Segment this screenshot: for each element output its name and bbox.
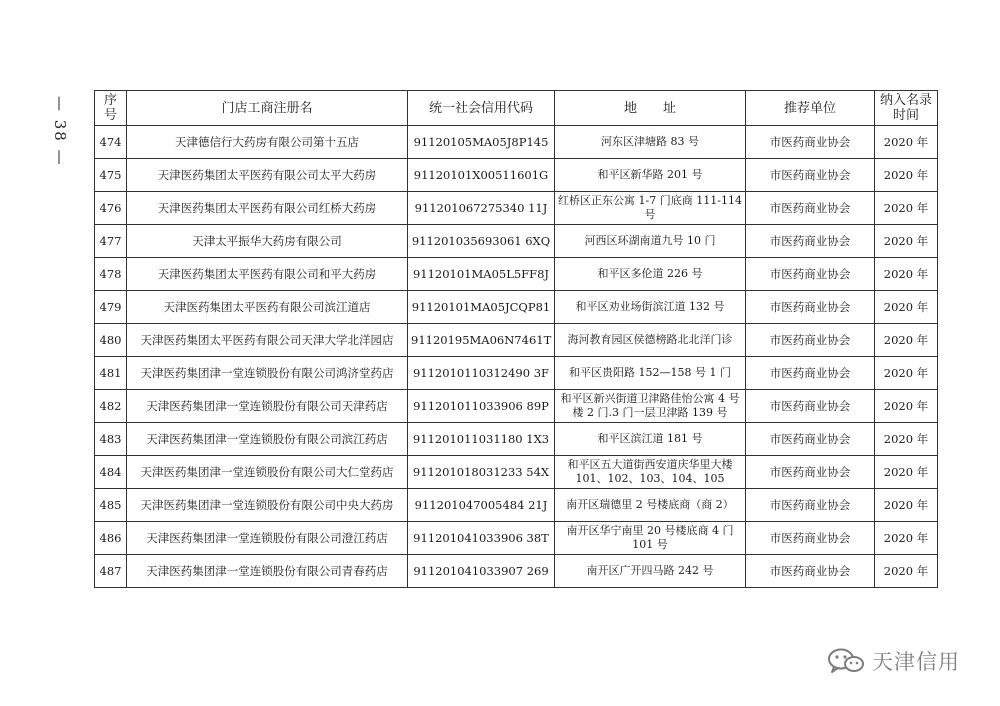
address-cell: 和平区滨江道 181 号 bbox=[555, 423, 746, 456]
serial-cell: 484 bbox=[95, 456, 127, 489]
serial-cell: 482 bbox=[95, 390, 127, 423]
store-name-cell: 天津医药集团津一堂连锁股份有限公司天津药店 bbox=[127, 390, 408, 423]
credit-code-cell: 911201047005484 21J bbox=[408, 489, 555, 522]
serial-cell: 477 bbox=[95, 225, 127, 258]
serial-cell: 478 bbox=[95, 258, 127, 291]
listing-year-cell: 2020 年 bbox=[875, 225, 938, 258]
address-cell: 和平区五大道街西安道庆华里大楼 101、102、103、104、105 bbox=[555, 456, 746, 489]
credit-code-cell: 91120101X00511601G bbox=[408, 159, 555, 192]
recommender-cell: 市医药商业协会 bbox=[746, 192, 875, 225]
header-row bbox=[95, 91, 938, 126]
serial-cell: 485 bbox=[95, 489, 127, 522]
header-recommender: 推荐单位 bbox=[746, 91, 875, 126]
table-row bbox=[95, 390, 938, 423]
address-cell: 海河教育园区侯德榜路北北洋门诊 bbox=[555, 324, 746, 357]
store-name-cell: 天津医药集团津一堂连锁股份有限公司滨江药店 bbox=[127, 423, 408, 456]
credit-code-cell: 911201011033906 89P bbox=[408, 390, 555, 423]
watermark-text: 天津信用 bbox=[872, 650, 960, 674]
credit-code-cell: 9112010110312490 3F bbox=[408, 357, 555, 390]
credit-code-cell: 91120195MA06N7461T bbox=[408, 324, 555, 357]
watermark bbox=[826, 646, 960, 676]
address-cell: 和平区贵阳路 152—158 号 1 门 bbox=[555, 357, 746, 390]
listing-year-cell: 2020 年 bbox=[875, 555, 938, 588]
listing-year-cell: 2020 年 bbox=[875, 456, 938, 489]
serial-cell: 486 bbox=[95, 522, 127, 555]
credit-code-cell: 91120105MA05J8P145 bbox=[408, 126, 555, 159]
table-row bbox=[95, 225, 938, 258]
serial-cell: 474 bbox=[95, 126, 127, 159]
recommender-cell: 市医药商业协会 bbox=[746, 159, 875, 192]
credit-code-cell: 911201018031233 54X bbox=[408, 456, 555, 489]
table-row bbox=[95, 192, 938, 225]
address-cell: 南开区瑞德里 2 号楼底商（商 2） bbox=[555, 489, 746, 522]
listing-year-cell: 2020 年 bbox=[875, 291, 938, 324]
credit-code-cell: 911201035693061 6XQ bbox=[408, 225, 555, 258]
store-name-cell: 天津医药集团津一堂连锁股份有限公司鸿济堂药店 bbox=[127, 357, 408, 390]
store-name-cell: 天津德信行大药房有限公司第十五店 bbox=[127, 126, 408, 159]
header-listing-year: 纳入名录时间 bbox=[875, 91, 938, 126]
address-cell: 河东区津塘路 83 号 bbox=[555, 126, 746, 159]
table-body bbox=[95, 126, 938, 588]
listing-year-cell: 2020 年 bbox=[875, 522, 938, 555]
listing-year-cell: 2020 年 bbox=[875, 390, 938, 423]
header-credit-code: 统一社会信用代码 bbox=[408, 91, 555, 126]
listing-year-cell: 2020 年 bbox=[875, 126, 938, 159]
store-name-cell: 天津医药集团津一堂连锁股份有限公司大仁堂药店 bbox=[127, 456, 408, 489]
address-cell: 和平区多伦道 226 号 bbox=[555, 258, 746, 291]
listing-year-cell: 2020 年 bbox=[875, 489, 938, 522]
table-row bbox=[95, 126, 938, 159]
page-number: — 38 — bbox=[51, 96, 69, 167]
credit-code-cell: 911201041033907 269 bbox=[408, 555, 555, 588]
address-cell: 南开区华宁南里 20 号楼底商 4 门 101 号 bbox=[555, 522, 746, 555]
listing-year-cell: 2020 年 bbox=[875, 192, 938, 225]
serial-cell: 476 bbox=[95, 192, 127, 225]
table-row bbox=[95, 357, 938, 390]
store-name-cell: 天津太平振华大药房有限公司 bbox=[127, 225, 408, 258]
listing-year-cell: 2020 年 bbox=[875, 258, 938, 291]
credit-code-cell: 91120101MA05L5FF8J bbox=[408, 258, 555, 291]
recommender-cell: 市医药商业协会 bbox=[746, 324, 875, 357]
table-row bbox=[95, 258, 938, 291]
recommender-cell: 市医药商业协会 bbox=[746, 258, 875, 291]
store-name-cell: 天津医药集团津一堂连锁股份有限公司澄江药店 bbox=[127, 522, 408, 555]
recommender-cell: 市医药商业协会 bbox=[746, 456, 875, 489]
recommender-cell: 市医药商业协会 bbox=[746, 522, 875, 555]
header-address: 地 址 bbox=[555, 91, 746, 126]
store-name-cell: 天津医药集团太平医药有限公司滨江道店 bbox=[127, 291, 408, 324]
table-row bbox=[95, 324, 938, 357]
table-row bbox=[95, 423, 938, 456]
address-cell: 和平区劝业场街滨江道 132 号 bbox=[555, 291, 746, 324]
recommender-cell: 市医药商业协会 bbox=[746, 390, 875, 423]
listing-year-cell: 2020 年 bbox=[875, 357, 938, 390]
credit-code-cell: 911201011031180 1X3 bbox=[408, 423, 555, 456]
credit-code-cell: 911201067275340 11J bbox=[408, 192, 555, 225]
table-row bbox=[95, 489, 938, 522]
header-serial: 序号 bbox=[95, 91, 127, 126]
serial-cell: 479 bbox=[95, 291, 127, 324]
recommender-cell: 市医药商业协会 bbox=[746, 423, 875, 456]
header-store-name: 门店工商注册名 bbox=[127, 91, 408, 126]
pharmacy-registry-table bbox=[94, 90, 938, 588]
table-row bbox=[95, 522, 938, 555]
store-name-cell: 天津医药集团太平医药有限公司红桥大药房 bbox=[127, 192, 408, 225]
address-cell: 和平区新兴街道卫津路佳怡公寓 4 号楼 2 门.3 门一层卫津路 139 号 bbox=[555, 390, 746, 423]
listing-year-cell: 2020 年 bbox=[875, 324, 938, 357]
address-cell: 南开区广开四马路 242 号 bbox=[555, 555, 746, 588]
store-name-cell: 天津医药集团津一堂连锁股份有限公司中央大药房 bbox=[127, 489, 408, 522]
credit-code-cell: 911201041033906 38T bbox=[408, 522, 555, 555]
store-name-cell: 天津医药集团太平医药有限公司和平大药房 bbox=[127, 258, 408, 291]
serial-cell: 480 bbox=[95, 324, 127, 357]
wechat-icon bbox=[826, 647, 866, 675]
recommender-cell: 市医药商业协会 bbox=[746, 291, 875, 324]
store-name-cell: 天津医药集团津一堂连锁股份有限公司青春药店 bbox=[127, 555, 408, 588]
table-row bbox=[95, 291, 938, 324]
recommender-cell: 市医药商业协会 bbox=[746, 225, 875, 258]
credit-code-cell: 91120101MA05JCQP81 bbox=[408, 291, 555, 324]
store-name-cell: 天津医药集团太平医药有限公司天津大学北洋园店 bbox=[127, 324, 408, 357]
recommender-cell: 市医药商业协会 bbox=[746, 126, 875, 159]
serial-cell: 487 bbox=[95, 555, 127, 588]
serial-cell: 481 bbox=[95, 357, 127, 390]
serial-cell: 483 bbox=[95, 423, 127, 456]
address-cell: 红桥区正东公寓 1-7 门底商 111-114 号 bbox=[555, 192, 746, 225]
table-row bbox=[95, 159, 938, 192]
listing-year-cell: 2020 年 bbox=[875, 423, 938, 456]
store-name-cell: 天津医药集团太平医药有限公司太平大药房 bbox=[127, 159, 408, 192]
table-row bbox=[95, 456, 938, 489]
recommender-cell: 市医药商业协会 bbox=[746, 357, 875, 390]
table-row bbox=[95, 555, 938, 588]
address-cell: 河西区环湖南道九号 10 门 bbox=[555, 225, 746, 258]
recommender-cell: 市医药商业协会 bbox=[746, 489, 875, 522]
address-cell: 和平区新华路 201 号 bbox=[555, 159, 746, 192]
serial-cell: 475 bbox=[95, 159, 127, 192]
listing-year-cell: 2020 年 bbox=[875, 159, 938, 192]
recommender-cell: 市医药商业协会 bbox=[746, 555, 875, 588]
table-header bbox=[95, 91, 938, 126]
